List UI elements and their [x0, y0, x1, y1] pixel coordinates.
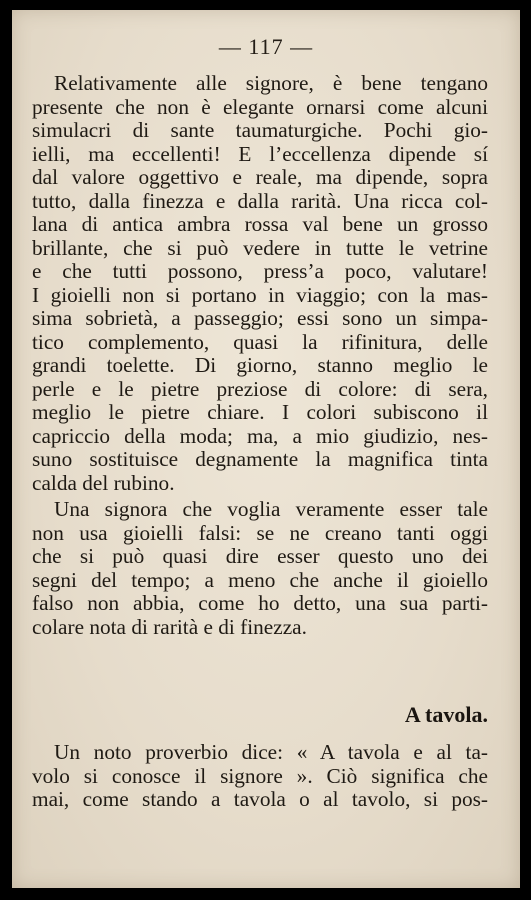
text-line: Relativamente alle signore, è bene tengano [54, 71, 488, 95]
text-line: segni del tempo; a meno che anche il gioiello [32, 567, 488, 592]
page-number: — 117 — [218, 34, 314, 59]
text-line: non usa gioielli falsi: se ne creano tanti oggi [32, 520, 488, 545]
text-line: capriccio della moda; ma, a mio giudizio, nes- [32, 423, 488, 448]
text-line: colare nota di rarità e di finezza. [32, 614, 307, 639]
text-line: dal valore oggettivo e reale, ma dipende, sopra [32, 165, 488, 189]
text-line: che si può quasi dire esser questo uno dei [32, 544, 488, 568]
text-line: Una signora che voglia veramente esser tale [54, 497, 488, 521]
text-line: volo si conosce il signore ». Ciò significa che [32, 763, 488, 788]
text-line: presente che non è elegante ornarsi come alcuni [32, 94, 488, 119]
text-line: tutto, dalla finezza e dalla rarità. Una ricca col- [32, 188, 488, 213]
text-line: tico complemento, quasi la rifinitura, delle [32, 329, 488, 354]
text-line: falso non abbia, come ho detto, una sua parti- [32, 591, 488, 615]
text-line: e che tutti possono, press’a poco, valutare! [32, 259, 488, 283]
text-line: suno sostituisce degnamente la magnifica tinta [32, 447, 488, 471]
text-line: lana di antica ambra rossa val bene un grosso [32, 212, 488, 236]
text-line: brillante, che si può vedere in tutte le vetrine [32, 235, 488, 260]
text-line: calda del rubino. [32, 470, 175, 495]
text-line: meglio le pietre chiare. I colori subiscono il [32, 400, 488, 424]
text-line: mai, come stando a tavola o al tavolo, si pos- [32, 787, 488, 811]
text-line: grandi toelette. Di giorno, stanno meglio le [32, 353, 488, 377]
text-line: Un noto proverbio dice: « A tavola e al ta- [54, 740, 488, 764]
text-line: sima sobrietà, a passeggio; essi sono un simpa- [32, 306, 488, 330]
paragraph-1 [32, 72, 488, 495]
text-line: ielli, ma eccellenti! E l’eccellenza dipende sí [32, 141, 488, 166]
book-page [12, 10, 520, 888]
paragraph-3 [32, 741, 488, 812]
paragraph-2 [32, 498, 488, 639]
text-line: perle e le pietre preziose di colore: di sera, [32, 376, 488, 401]
section-heading: A tavola. [404, 702, 488, 727]
body-text [32, 72, 488, 639]
text-line: simulacri di sante taumaturgiche. Pochi gio- [32, 118, 488, 142]
text-line: I gioielli non si portano in viaggio; con la mas- [32, 282, 488, 307]
